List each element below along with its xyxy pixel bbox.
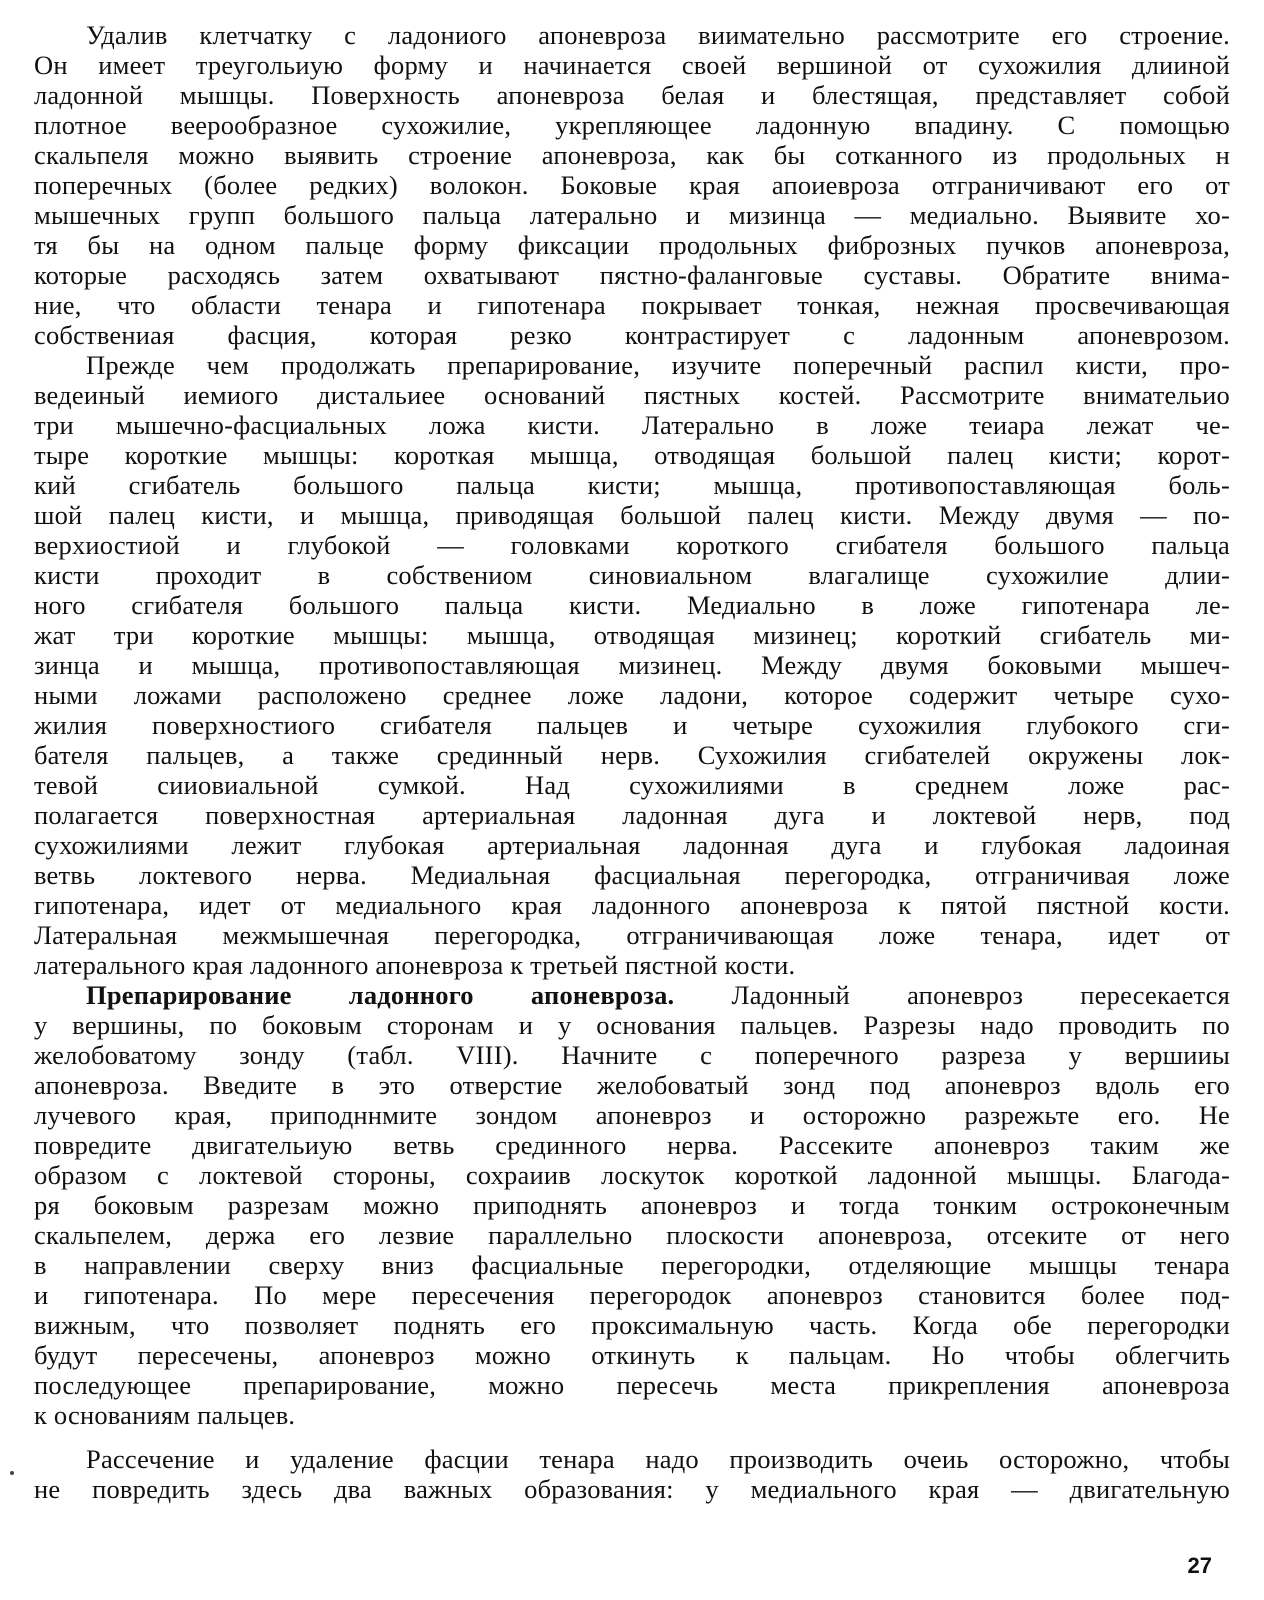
heading-line-rest: Ладонный апоневроз пересекается <box>674 980 1230 1010</box>
text-line <box>34 980 1230 1010</box>
text-line: в направлении сверху вниз фасциальные перегородки, отделяющие мышцы тенара <box>34 1250 1230 1280</box>
text-line: собствениая фасция, которая резко контрастирует с ладонным апоневрозом. <box>34 320 1230 350</box>
text-line: последующее препарирование, можно пересечь места прикрепления апоневроза <box>34 1370 1230 1400</box>
text-line: тевой сииовиальной сумкой. Над сухожилиями в среднем ложе рас- <box>34 770 1230 800</box>
text-line: мышечных групп большого пальца латерально и мизинца — медиально. Выявите хо- <box>34 200 1230 230</box>
text-line: Рассечение и удаление фасции тенара надо производить очеиь осторожно, чтобы <box>86 1444 1230 1474</box>
paragraph-3 <box>34 980 1230 1430</box>
text-line: у вершины, по боковым сторонам и у основания пальцев. Разрезы надо проводить по <box>34 1010 1230 1040</box>
text-line: зинца и мышца, противопоставляющая мизинец. Между двумя боковыми мышеч- <box>34 650 1230 680</box>
text-line: полагается поверхностная артериальная ладонная дуга и локтевой нерв, под <box>34 800 1230 830</box>
text-line: ведеиный иемиого дистальиее оснований пястных костей. Рассмотрите внимательио <box>34 380 1230 410</box>
text-line: жат три короткие мышцы: мышца, отводящая мизинец; короткий сгибатель ми- <box>34 620 1230 650</box>
text-line: повредите двигательиую ветвь срединного нерва. Рассеките апоневроз таким же <box>34 1130 1230 1160</box>
text-line: кий сгибатель большого пальца кисти; мышца, противопоставляющая боль- <box>34 470 1230 500</box>
text-line: скальпелем, держа его лезвие параллельно плоскости апоневроза, отсеките от него <box>34 1220 1230 1250</box>
text-line: три мышечно-фасциальных ложа кисти. Латерально в ложе теиара лежат че- <box>34 410 1230 440</box>
text-line: желобоватому зонду (табл. VIII). Начните с поперечного разреза у вершииы <box>34 1040 1230 1070</box>
text-line: ние, что области тенара и гипотенара покрывает тонкая, нежная просвечивающая <box>34 290 1230 320</box>
text-line: ладонной мышцы. Поверхность апоневроза белая и блестящая, представляет собой <box>34 80 1230 110</box>
text-line: сухожилиями лежит глубокая артериальная ладонная дуга и глубокая ладоиная <box>34 830 1230 860</box>
section-heading: Препарирование ладонного апоневроза. <box>86 980 675 1010</box>
text-line: которые расходясь затем охватывают пястно-фаланговые суставы. Обратите внима- <box>34 260 1230 290</box>
text-line: Удалив клетчатку с ладониого апоневроза виимательно рассмотрите его строение. <box>86 20 1230 50</box>
text-line: ветвь локтевого нерва. Медиальная фасциальная перегородка, отграничивая ложе <box>34 860 1230 890</box>
text-line: образом с локтевой стороны, сохраиив лоскуток короткой ладонной мышцы. Благода- <box>34 1160 1230 1190</box>
text-line: апоневроза. Введите в это отверстие желобоватый зонд под апоневроз вдоль его <box>34 1070 1230 1100</box>
text-line: Латеральная межмышечная перегородка, отграничивающая ложе тенара, идет от <box>34 920 1230 950</box>
page-body <box>34 20 1230 1504</box>
text-line: и гипотенара. По мере пересечения перегородок апоневроз становится более под- <box>34 1280 1230 1310</box>
paragraph-4 <box>34 1444 1230 1504</box>
text-line: лучевого края, приподннмите зондом апоневроз и осторожно разрежьте его. Не <box>34 1100 1230 1130</box>
text-line: тыре короткие мышцы: короткая мышца, отводящая большой палец кисти; корот- <box>34 440 1230 470</box>
text-line: плотное веерообразное сухожилие, укрепляющее ладонную впадину. С помощью <box>34 110 1230 140</box>
text-line: не повредить здесь два важных образования: у медиального края — двигательную <box>34 1474 1230 1504</box>
page-number: 27 <box>1187 1553 1212 1578</box>
text-line: верхиостиой и глубокой — головками короткого сгибателя большого пальца <box>34 530 1230 560</box>
text-line: тя бы на одном пальце форму фиксации продольных фиброзных пучков апоневроза, <box>34 230 1230 260</box>
text-line: к основаниям пальцев. <box>34 1400 296 1430</box>
paragraph-spacer <box>34 1430 1230 1444</box>
text-line: кисти проходит в собствениом синовиальном влагалище сухожилие длии- <box>34 560 1230 590</box>
margin-speck <box>10 1471 14 1475</box>
text-line: ными ложами расположено среднее ложе ладони, которое содержит четыре сухо- <box>34 680 1230 710</box>
text-line: ного сгибателя большого пальца кисти. Медиально в ложе гипотенара ле- <box>34 590 1230 620</box>
text-line: гипотенара, идет от медиального края ладонного апоневроза к пятой пястной кости. <box>34 890 1230 920</box>
text-line: будут пересечены, апоневроз можно откинуть к пальцам. Но чтобы облегчить <box>34 1340 1230 1370</box>
text-line: Прежде чем продолжать препарирование, изучите поперечный распил кисти, про- <box>86 350 1230 380</box>
text-line: Он имеет треугольиую форму и начинается своей вершиной от сухожилия длииной <box>34 50 1230 80</box>
text-line: шой палец кисти, и мышца, приводящая большой палец кисти. Между двумя — по- <box>34 500 1230 530</box>
text-line: поперечных (более редких) волокон. Боковые края апоиевроза отграничивают его от <box>34 170 1230 200</box>
paragraph-2 <box>34 350 1230 980</box>
text-line: бателя пальцев, а также срединный нерв. Сухожилия сгибателей окружены лок- <box>34 740 1230 770</box>
text-line: вижным, что позволяет поднять его проксимальную часть. Когда обе перегородки <box>34 1310 1230 1340</box>
text-line: ря боковым разрезам можно приподнять апоневроз и тогда тонким остроконечным <box>34 1190 1230 1220</box>
text-line: латерального края ладонного апоневроза к третьей пястной кости. <box>34 950 796 980</box>
text-line: скальпеля можно выявить строение апоневроза, как бы сотканного из продольных н <box>34 140 1230 170</box>
text-line: жилия поверхностиого сгибателя пальцев и четыре сухожилия глубокого сги- <box>34 710 1230 740</box>
paragraph-1 <box>34 20 1230 350</box>
